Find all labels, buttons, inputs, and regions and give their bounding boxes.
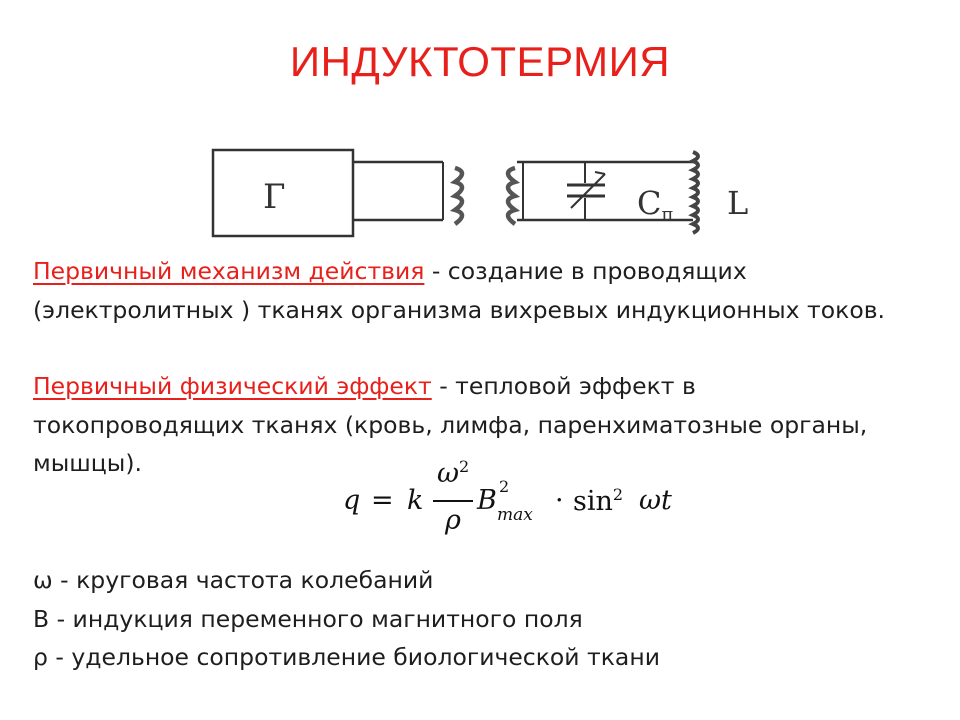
paragraph-mechanism — [33, 252, 913, 329]
formula-q: q — [343, 485, 361, 516]
variable-capacitor — [567, 162, 605, 220]
term-primary-effect: Первичный физический эффект — [33, 372, 432, 400]
legend-item-b: В - индукция переменного магнитного поля — [33, 604, 583, 633]
formula-sin: $\sin^2$ — [573, 485, 624, 517]
inductor-coil — [693, 152, 698, 233]
paragraph-effect-text: - тепловой эффект в токопроводящих тканях (кровь, лимфа, паренхиматозные органы, мышцы). — [33, 372, 868, 477]
paragraph-mechanism-text: - создание в проводящих (электролитных ) тканях организма вихревых индукционных токов. — [33, 257, 886, 324]
secondary-coil — [508, 168, 515, 224]
formula-b-sub: max — [497, 505, 533, 525]
inductor-label: L — [727, 184, 749, 222]
slide-title: ИНДУКТОТЕРМИЯ — [289, 38, 671, 85]
formula-arg: ωt — [639, 485, 672, 516]
formula-eq: = — [371, 485, 394, 516]
formula-denominator: ρ — [445, 505, 461, 536]
legend-item-rho: ρ - удельное сопротивление биологической ткани — [33, 643, 660, 671]
formula-b-exp: 2 — [499, 477, 510, 496]
capacitor-label: Сп — [637, 184, 674, 225]
formula-k: k — [407, 485, 424, 516]
circuit-diagram — [205, 138, 765, 238]
formula-dot: · — [555, 485, 564, 516]
fraction-bar — [433, 500, 473, 502]
legend-item-omega: ω - круговая частота колебаний — [33, 566, 434, 594]
heat-formula — [343, 455, 683, 545]
formula-numerator: $\omega^2$ — [437, 457, 470, 489]
formula-b: B — [477, 485, 497, 516]
primary-coil — [455, 168, 462, 224]
term-primary-mechanism: Первичный механизм действия — [33, 257, 425, 285]
generator-label: Г — [263, 177, 286, 217]
legend-list — [33, 561, 660, 677]
